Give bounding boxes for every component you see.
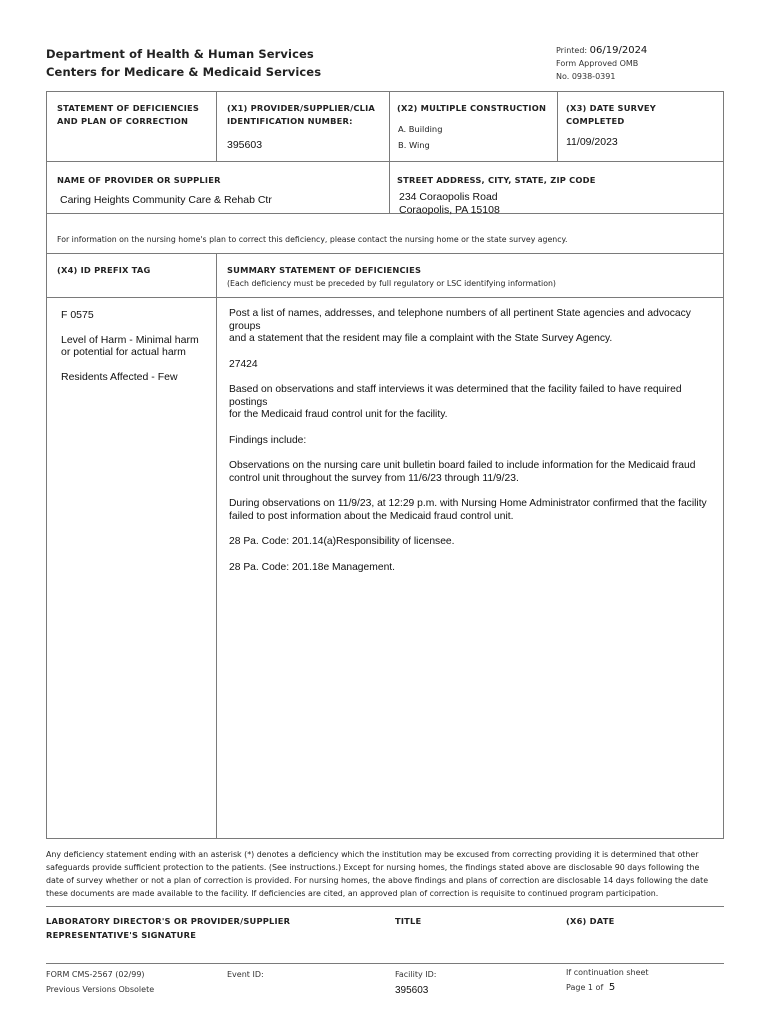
- dept-title-line1: Department of Health & Human Services: [46, 47, 314, 61]
- para6-l1: During observations on 11/9/23, at 12:29 p.m. with Nursing Home Administrator confirmed that the facility: [229, 498, 707, 509]
- para2: 27424: [229, 358, 258, 370]
- footnote-l1: Any deficiency statement ending with an asterisk (*) denotes a deficiency which the institution may be excused from correcting providing it is determined that other: [46, 850, 699, 859]
- para4: Findings include:: [229, 434, 307, 446]
- signature-top-line: [46, 906, 724, 907]
- page-total: 5: [608, 982, 616, 993]
- row1-col-divider-2: [389, 91, 390, 213]
- form-id: FORM CMS-2567 (02/99): [46, 970, 145, 979]
- page-label: Page 1 of: [566, 983, 604, 992]
- provider-id-value: 395603: [227, 139, 263, 151]
- footnote-l3: date of survey whether or not a plan of correction is provided. For nursing homes, the above findings and plans of correction are disclosable 14 days following the date: [46, 876, 709, 885]
- x3-label-l2: COMPLETED: [566, 116, 625, 126]
- para3-l1: Based on observations and staff interviews it was determined that the facility failed to have required postings: [229, 384, 682, 408]
- para7: 28 Pa. Code: 201.14(a)Responsibility of licensee.: [229, 536, 455, 547]
- row2-divider: [46, 213, 724, 214]
- tag-code: F 0575: [61, 309, 94, 321]
- x2-label: (X2) MULTIPLE CONSTRUCTION: [397, 103, 547, 113]
- signature-bottom-line: [46, 963, 724, 964]
- facility-id-label: Facility ID:: [395, 970, 437, 979]
- title-label: TITLE: [395, 916, 422, 926]
- printed-date: 06/19/2024: [589, 45, 648, 56]
- para1-l2: and a statement that the resident may file a complaint with the State Survey Agency.: [229, 333, 613, 344]
- signature-label-l2: REPRESENTATIVE'S SIGNATURE: [46, 930, 197, 940]
- summary-label: SUMMARY STATEMENT OF DEFICIENCIES: [227, 265, 422, 275]
- tag-column-divider: [216, 253, 217, 839]
- address-line1: 234 Coraopolis Road: [399, 191, 498, 203]
- para1-l1: Post a list of names, addresses, and telephone numbers of all pertinent State agencies and advocacy groups: [229, 308, 691, 332]
- para6-l2: failed to post information about the Medicaid fraud control unit.: [229, 510, 514, 522]
- signature-label-l1: LABORATORY DIRECTOR'S OR PROVIDER/SUPPLIER: [46, 916, 291, 926]
- continuation-label: If continuation sheet: [566, 968, 649, 977]
- survey-date-value: 11/09/2023: [566, 136, 618, 148]
- x2-building: A. Building: [398, 124, 443, 134]
- facility-id-value: 395603: [395, 985, 429, 996]
- row1-divider: [46, 161, 724, 162]
- info-note: For information on the nursing home's plan to correct this deficiency, please contact the nursing home or the state survey agency.: [57, 235, 568, 244]
- footnote-l4: these documents are made available to the facility. If deficiencies are cited, an approved plan of correction is requisite to continued program participation.: [46, 889, 659, 898]
- footnote-l2: safeguards provide sufficient protection to the patients. (See instructions.) Except for nursing homes, the findings stated above are disclosable 90 days following the: [46, 863, 700, 872]
- summary-sub: (Each deficiency must be preceded by full regulatory or LSC identifying information): [227, 279, 556, 288]
- x4-label: (X4) ID PREFIX TAG: [57, 265, 151, 275]
- residents-affected: Residents Affected - Few: [61, 371, 178, 383]
- previous-versions: Previous Versions Obsolete: [46, 985, 155, 994]
- para5-l1: Observations on the nursing care unit bulletin board failed to include information for the Medicaid fraud: [229, 460, 696, 471]
- provider-name-value: Caring Heights Community Care & Rehab Ctr: [60, 194, 272, 206]
- para5-l2: control unit throughout the survey from 11/6/23 through 11/9/23.: [229, 472, 519, 484]
- harm-level-l1: Level of Harm - Minimal harm: [61, 334, 199, 346]
- para3-l2: for the Medicaid fraud control unit for the facility.: [229, 409, 448, 420]
- printed-label-text: Printed:: [556, 46, 588, 55]
- deficiency-text: [229, 308, 719, 574]
- footnote: [46, 848, 726, 900]
- dept-title-line2: Centers for Medicare & Medicaid Services: [46, 65, 322, 79]
- statement-label-l2: AND PLAN OF CORRECTION: [57, 116, 189, 126]
- address-label: STREET ADDRESS, CITY, STATE, ZIP CODE: [397, 175, 596, 185]
- omb-line1: Form Approved OMB: [556, 59, 639, 68]
- info-divider: [46, 253, 724, 254]
- address-line2: Coraopolis, PA 15108: [399, 204, 500, 216]
- printed-label: [556, 45, 647, 56]
- para8: 28 Pa. Code: 201.18e Management.: [229, 561, 396, 573]
- x1-label-l1: (X1) PROVIDER/SUPPLIER/CLIA: [227, 103, 376, 113]
- x3-label-l1: (X3) DATE SURVEY: [566, 103, 656, 113]
- page-indicator: [566, 982, 615, 993]
- row1-col-divider-3: [557, 91, 558, 161]
- statement-label-l1: STATEMENT OF DEFICIENCIES: [57, 103, 200, 113]
- omb-line2: No. 0938-0391: [556, 72, 616, 81]
- x1-label-l2: IDENTIFICATION NUMBER:: [227, 116, 353, 126]
- harm-level-l2: or potential for actual harm: [61, 346, 186, 358]
- row3-divider: [46, 297, 724, 298]
- row1-col-divider-1: [216, 91, 217, 161]
- event-id-label: Event ID:: [227, 970, 264, 979]
- x2-wing: B. Wing: [398, 140, 430, 150]
- provider-name-label: NAME OF PROVIDER OR SUPPLIER: [57, 175, 221, 185]
- date-label: (X6) DATE: [566, 916, 615, 926]
